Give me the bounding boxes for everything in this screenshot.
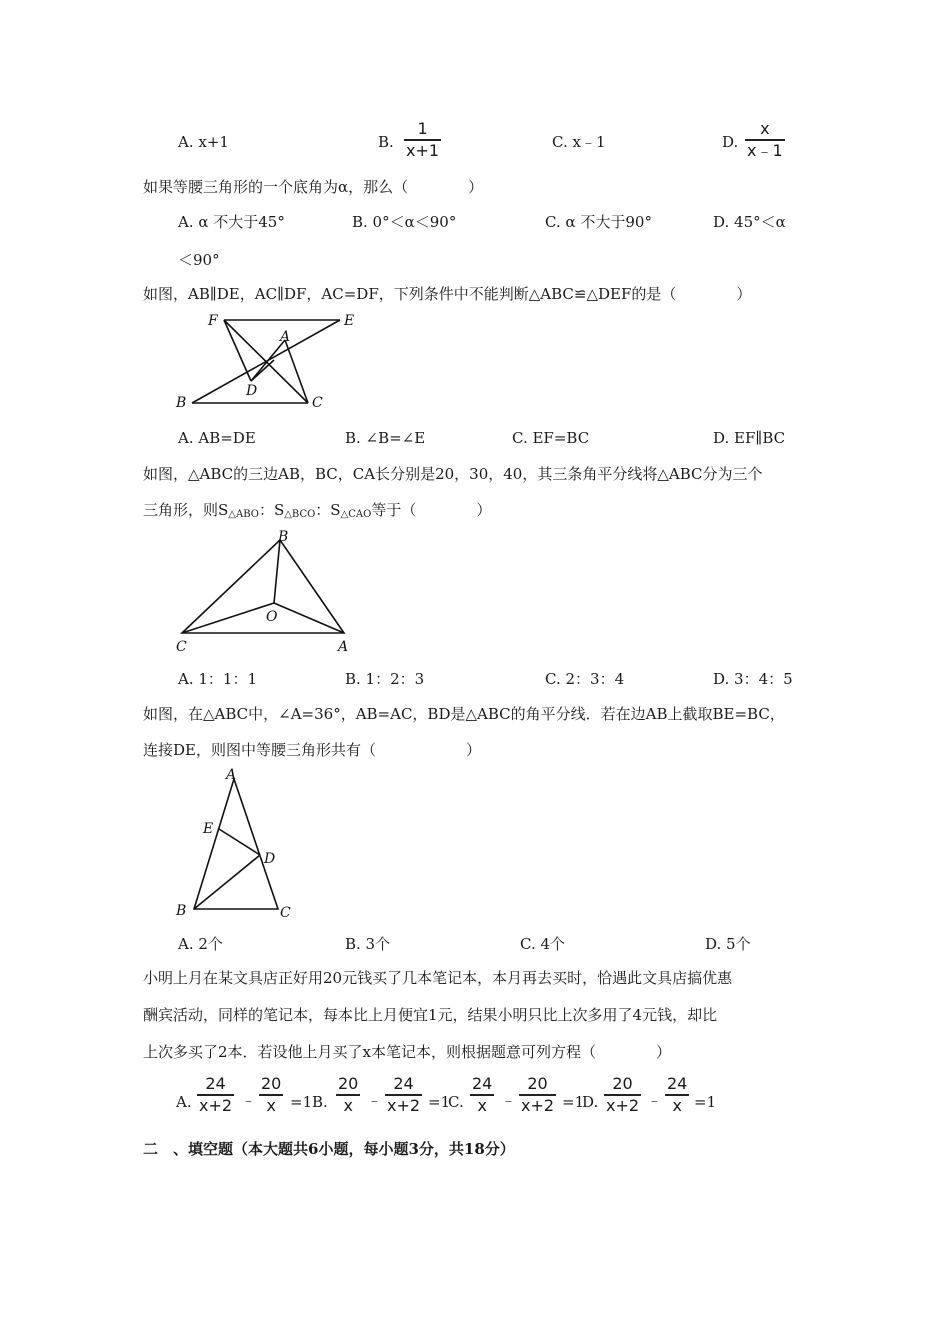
option-c: C. x﹣1 [552, 133, 606, 151]
option-a-fraction-1 [197, 1075, 234, 1115]
numerator: 20 [261, 1074, 282, 1093]
option-b-prefix: B. [312, 1093, 328, 1111]
numerator: 24 [393, 1074, 414, 1093]
denominator: x [266, 1096, 276, 1115]
numerator: 24 [472, 1074, 493, 1093]
label-d: D [246, 383, 258, 399]
option-a-prefix: A. [176, 1093, 192, 1111]
option-c: C. 2：3：4 [545, 670, 625, 688]
segment-be [192, 320, 340, 403]
option-c: C. EF=BC [512, 429, 590, 447]
bisector-co [182, 603, 274, 633]
label-c: C [280, 905, 291, 921]
label-d: D [264, 851, 276, 867]
numerator: 1 [417, 119, 428, 138]
option-b-fraction-2 [385, 1075, 422, 1115]
option-a-equals: =1 [290, 1093, 313, 1111]
stem-text: 三角形，则S [143, 501, 229, 519]
option-d-fraction-2 [665, 1075, 689, 1115]
option-b-fraction [404, 120, 441, 160]
label-e: E [203, 821, 214, 837]
segment-fd [224, 320, 251, 381]
option-b-fraction-1 [336, 1075, 360, 1115]
minus-sign: ﹣ [367, 1091, 383, 1109]
figure-triangle-bisectors [168, 525, 368, 655]
option-a: A. x+1 [178, 133, 229, 151]
option-d-equals: =1 [694, 1093, 717, 1111]
denominator: x [477, 1096, 487, 1115]
option-a-fraction-2 [259, 1075, 283, 1115]
denominator: x+2 [521, 1096, 555, 1115]
option-b-equals: =1 [428, 1093, 451, 1111]
question-stem-line2: 酬宾活动，同样的笔记本，每本比上月便宜1元，结果小明只比上次多用了4元钱，却比 [143, 1006, 718, 1024]
option-c-equals: =1 [562, 1093, 585, 1111]
numerator: 24 [205, 1074, 226, 1093]
option-a: A. 2个 [178, 935, 223, 953]
option-d: D. EF∥BC [713, 429, 786, 447]
denominator: x [343, 1096, 353, 1115]
denominator: x+2 [387, 1096, 421, 1115]
question-stem-line1: 如图，在△ABC中，∠A=36°，AB=AC，BD是△ABC的角平分线．若在边AB上截取BE=BC， [143, 705, 785, 723]
option-d: D. 45°＜α [713, 213, 786, 231]
option-c-fraction-2 [519, 1075, 556, 1115]
figure-congruent-triangles [170, 305, 370, 415]
label-o: O [266, 609, 278, 625]
label-a: A [338, 639, 349, 655]
minus-sign: ﹣ [501, 1091, 517, 1109]
option-c: C. α 不大于90° [545, 213, 652, 231]
triangle-abc [182, 540, 344, 633]
option-a: A. AB=DE [178, 429, 256, 447]
option-c: C. 4个 [520, 935, 566, 953]
figure-isosceles-triangle [170, 765, 300, 925]
stem-text: 等于（ ） [371, 501, 492, 519]
option-b: B. 0°＜α＜90° [352, 213, 457, 231]
option-b: B. 1：2：3 [345, 670, 425, 688]
label-f: F [208, 313, 218, 329]
label-c: C [312, 395, 323, 411]
label-a: A [280, 329, 291, 345]
segment-bd [194, 855, 260, 909]
denominator: x﹣1 [747, 141, 783, 160]
option-a: A. α 不大于45° [178, 213, 285, 231]
label-e: E [344, 313, 355, 329]
numerator: 20 [338, 1074, 359, 1093]
question-stem: 如果等腰三角形的一个底角为α，那么（ ） [143, 178, 484, 196]
denominator: x [672, 1096, 682, 1115]
option-b: B. 3个 [345, 935, 391, 953]
option-d: D. 5个 [705, 935, 751, 953]
option-c-fraction-1 [470, 1075, 494, 1115]
question-stem-line3: 上次多买了2本．若设他上月买了x本笔记本，则根据题意可列方程（ ） [143, 1043, 672, 1061]
denominator: x+2 [606, 1096, 640, 1115]
option-d-prefix: D. [722, 133, 739, 151]
numerator: x [760, 119, 770, 138]
label-b: B [278, 529, 289, 545]
option-d-prefix: D. [582, 1093, 599, 1111]
separator: ：S [315, 501, 341, 519]
subscript: △ABO [228, 509, 259, 520]
question-stem-line1: 如图，△ABC的三边AB，BC，CA长分别是20，30，40，其三条角平分线将△ABC分为三个 [143, 465, 763, 483]
option-d: D. 3：4：5 [713, 670, 793, 688]
segment-ed [219, 829, 260, 855]
option-c-prefix: C. [448, 1093, 464, 1111]
label-b: B [176, 395, 187, 411]
subscript: △CAO [340, 509, 372, 520]
minus-sign: ﹣ [241, 1091, 257, 1109]
option-b: B. ∠B=∠E [345, 429, 426, 447]
label-a: A [226, 767, 237, 783]
separator: ：S [258, 501, 285, 519]
question-stem-line1: 小明上月在某文具店正好用20元钱买了几本笔记本，本月再去买时，恰遇此文具店搞优惠 [143, 969, 733, 987]
question-stem-line2: 连接DE，则图中等腰三角形共有（ ） [143, 741, 481, 759]
section-heading: 二 、填空题（本大题共6小题，每小题3分，共18分） [143, 1140, 515, 1158]
denominator: x+2 [199, 1096, 233, 1115]
label-c: C [176, 639, 187, 655]
numerator: 20 [612, 1074, 633, 1093]
segment-ad [285, 340, 308, 403]
numerator: 24 [667, 1074, 688, 1093]
option-d-fraction [745, 120, 785, 160]
subscript: △BCO [284, 509, 316, 520]
denominator: x+1 [406, 141, 440, 160]
numerator: 20 [527, 1074, 548, 1093]
option-d-continued: ＜90° [178, 251, 220, 269]
question-stem: 如图，AB∥DE，AC∥DF，AC=DF，下列条件中不能判断△ABC≌△DEF的是（ ） [143, 285, 752, 303]
bisector-bo [274, 540, 280, 603]
question-stem-line2 [143, 500, 491, 525]
label-b: B [176, 903, 187, 919]
triangle-abc [194, 779, 278, 909]
option-a: A. 1：1：1 [178, 670, 257, 688]
option-b-prefix: B. [378, 133, 394, 151]
option-d-fraction-1 [604, 1075, 641, 1115]
minus-sign: ﹣ [647, 1091, 663, 1109]
